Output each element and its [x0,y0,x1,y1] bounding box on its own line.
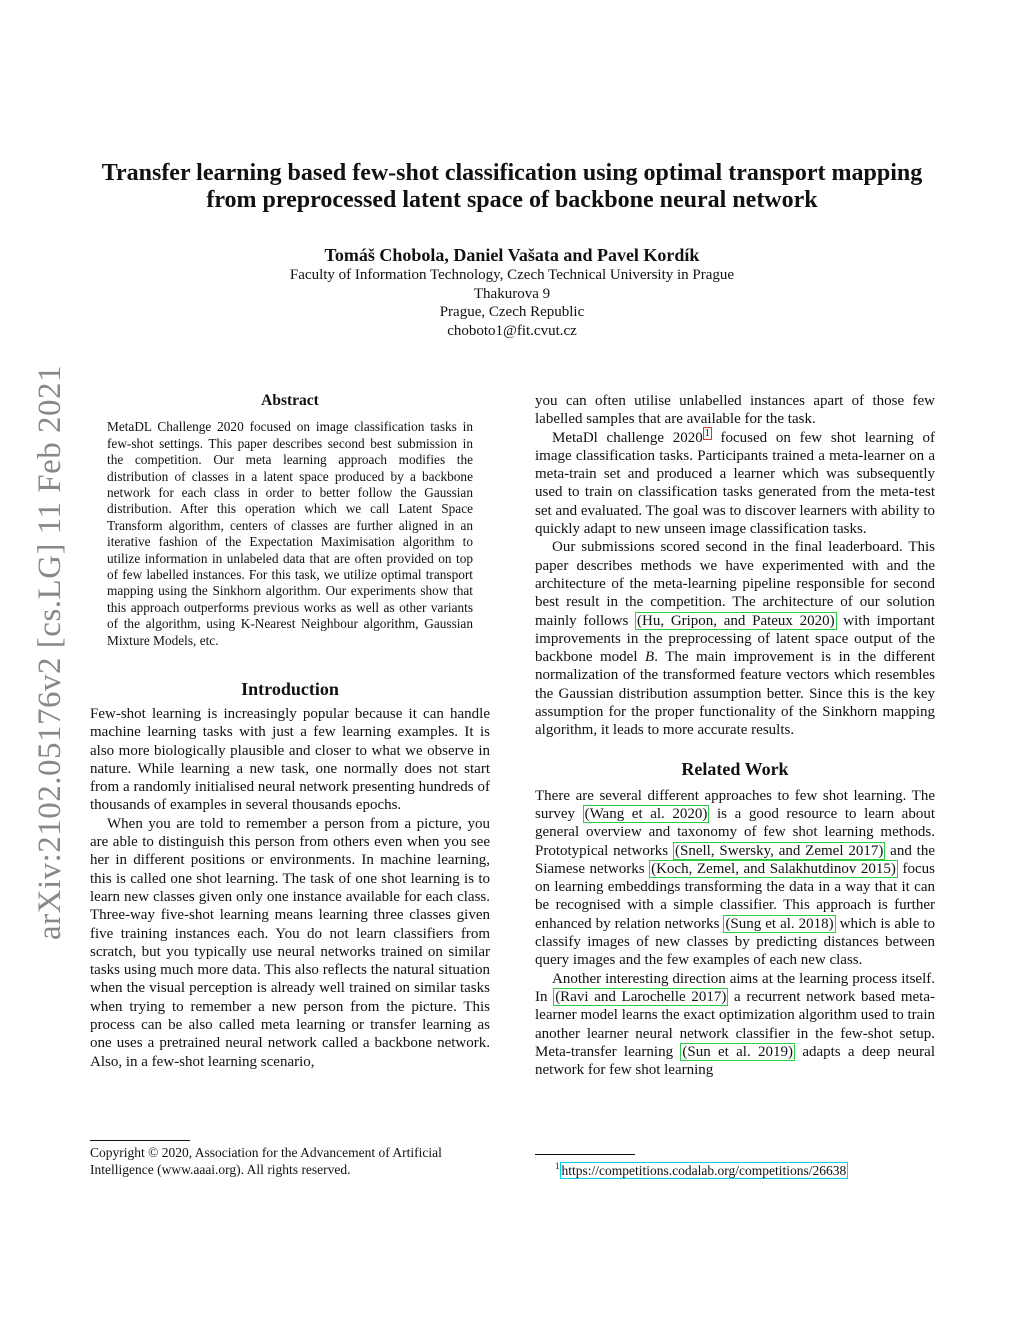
title-line-1: Transfer learning based few-shot classification using optimal transport mapping [101,160,923,186]
intro-paragraph-2: When you are told to remember a person from a picture, you are able to distinguish this person from others even when you see her in different positions or environments. In machine learning, this is called one shot learning. The task of one shot learning is to learn new classes given only one instance available for each class. Three-way five-shot learning means learning three classes given five training instances each. You do not learn classifiers from scratch, but you typically use neural networks trained on similar tasks using much more data. This also reflects the natural situation when the visual perception is already well trained on similar tasks when trying to remember a new person from the picture. This process can be also called meta learning or transfer learning as one uses a pretrained neural network called a backbone network. Also, in a few-shot learning scenario, [90,815,490,1070]
citation-sun-2019[interactable]: (Sun et al. 2019) [682,1043,794,1060]
abstract-heading: Abstract [261,392,319,409]
copyright-text: Copyright © 2020, Association for the Advancement of Artificial Intelligence (www.aaai.org). All rights reserved. [90,1145,442,1177]
related-paragraph-1 [535,787,935,970]
intro-p3-text: focused on few shot learning of image classification tasks. Participants trained a meta-learner on a meta-train set and produced a learner which was subsequently used to train on classification tasks generated from the meta-test set and evaluated. The goal was to discover learners with ability to quickly adapt to new unseen image classification tasks. [535,429,936,538]
copyright-notice [90,1140,490,1178]
intro-paragraph-3 [535,429,935,539]
citation-sung-2018[interactable]: (Sung et al. 2018) [725,915,834,932]
right-column [535,392,935,1079]
intro-paragraph-1: Few-shot learning is increasingly popular because it can handle machine learning tasks with just a few learning examples. It is also more biologically plausible and closer to what we observe in nature. While learning a new task, one normally does not start from a randomly initialised neural network presenting hundreds of thousands of examples in several thousands epochs. [90,705,490,814]
footnote-mark: 1 [555,1161,560,1171]
citation-snell-2017[interactable]: (Snell, Swersky, and Zemel 2017) [675,842,884,859]
related-p1-text-e: which is able to classify images of new classes by predicting distances between query images and the few examples of each new class. [535,915,935,969]
footnote-1 [535,1158,935,1179]
related-paragraph-2 [535,970,935,1080]
footnote-rule-right [535,1154,635,1155]
footnote-block [535,1154,935,1179]
related-p2-text-c: adapts a deep neural network for few shot learning [535,1043,935,1079]
related-p1-text-d: focus on learning embeddings transforming the data in a way that it can be recognised with a simple classifier. This approach is further enhanced by relation networks [535,860,935,932]
arxiv-stamp: arXiv:2102.05176v2 [cs.LG] 11 Feb 2021 [32,364,68,940]
citation-hu-gripon-pateux[interactable]: (Hu, Gripon, and Pateux 2020) [637,612,835,629]
citation-ravi-2017[interactable]: (Ravi and Larochelle 2017) [555,988,727,1005]
footnote-url-link[interactable]: https://competitions.codalab.org/competitions/26638 [561,1162,847,1178]
affiliation-city: Prague, Czech Republic [439,304,585,320]
related-p1-text-b: is a good resource to learn about general overview and taxonomy of few shot learning methods. Prototypical networks [535,805,935,859]
affiliation-faculty: Faculty of Information Technology, Czech Technical University in Prague [289,267,735,283]
contact-email: choboto1@fit.cvut.cz [447,322,577,339]
citation-wang-2020[interactable]: (Wang et al. 2020) [584,805,708,822]
citation-koch-2015[interactable]: (Koch, Zemel, and Salakhutdinov 2015) [651,860,896,877]
footnote-ref-link[interactable]: 1 [704,427,710,439]
related-p1-text-a: There are several different approaches to few shot learning. The survey [535,787,935,822]
affiliation-block [80,266,944,340]
intro-paragraph-continued: you can often utilise unlabelled instances apart of those few labelled samples that are available for the task. [535,393,935,428]
metadl-text: MetaDl challenge 2020 [552,429,703,446]
related-p2-text-a: Another interesting direction aims at the learning process itself. In [535,970,935,1005]
intro-p4-text-b: with important improvements in the preprocessing of latent space output of the backbone model [535,612,935,666]
abstract-text: MetaDL Challenge 2020 focused on image classification tasks in few-shot settings. This paper describes second best submission in the competition. Our meta learning approach modifies the distribution of classes in a latent space produced by a backbone network for each class in order to better follow the Gaussian distribution. After this operation which we call Latent Space Transform algorithm, centers of classes are further aligned in an iterative fashion of the Expectation Maximisation algorithm to utilize information in unlabeled data that are often provided on top of few labelled instances. For this task, we utilize optimal transport mapping using the Sinkhorn algorithm. Our experiments show that this approach outperforms previous works as well as other variants of the algorithm, using K-Nearest Neighbour algorithm, Gaussian Mixture Models, etc. [107,419,473,648]
related-p1-text-c: and the Siamese networks [535,842,935,877]
intro-paragraph-4 [535,538,935,739]
title-line-2: from preprocessed latent space of backbone neural network [206,187,818,213]
intro-p4-text-c: . The main improvement is in the different normalization of the transformed feature vectors which resembles the Gaussian distribution assumption better. Since this is the key assumption for the proper functionality of the Sinkhorn mapping algorithm, it leads to more accurate results. [535,649,935,739]
math-symbol-b: B [645,649,655,666]
left-column [90,392,490,1071]
intro-p4-text-a: Our submissions scored second in the final leaderboard. This paper describes methods we have experimented with and the architecture of the meta-learning pipeline responsible for second best result in the competition. The architecture of our solution mainly follows [535,539,935,629]
author-list: Tomáš Chobola, Daniel Vašata and Pavel Kordík [324,245,700,265]
paper-title [80,160,944,214]
introduction-heading: Introduction [241,678,339,699]
related-work-heading: Related Work [681,758,789,779]
footnote-rule [90,1140,190,1141]
related-p2-text-b: a recurrent network based meta-learner model learns the exact optimization algorithm used to train another learner neural network classifier in the few-shot setup. Meta-transfer learning [535,988,935,1060]
affiliation-street: Thakurova 9 [473,285,551,302]
